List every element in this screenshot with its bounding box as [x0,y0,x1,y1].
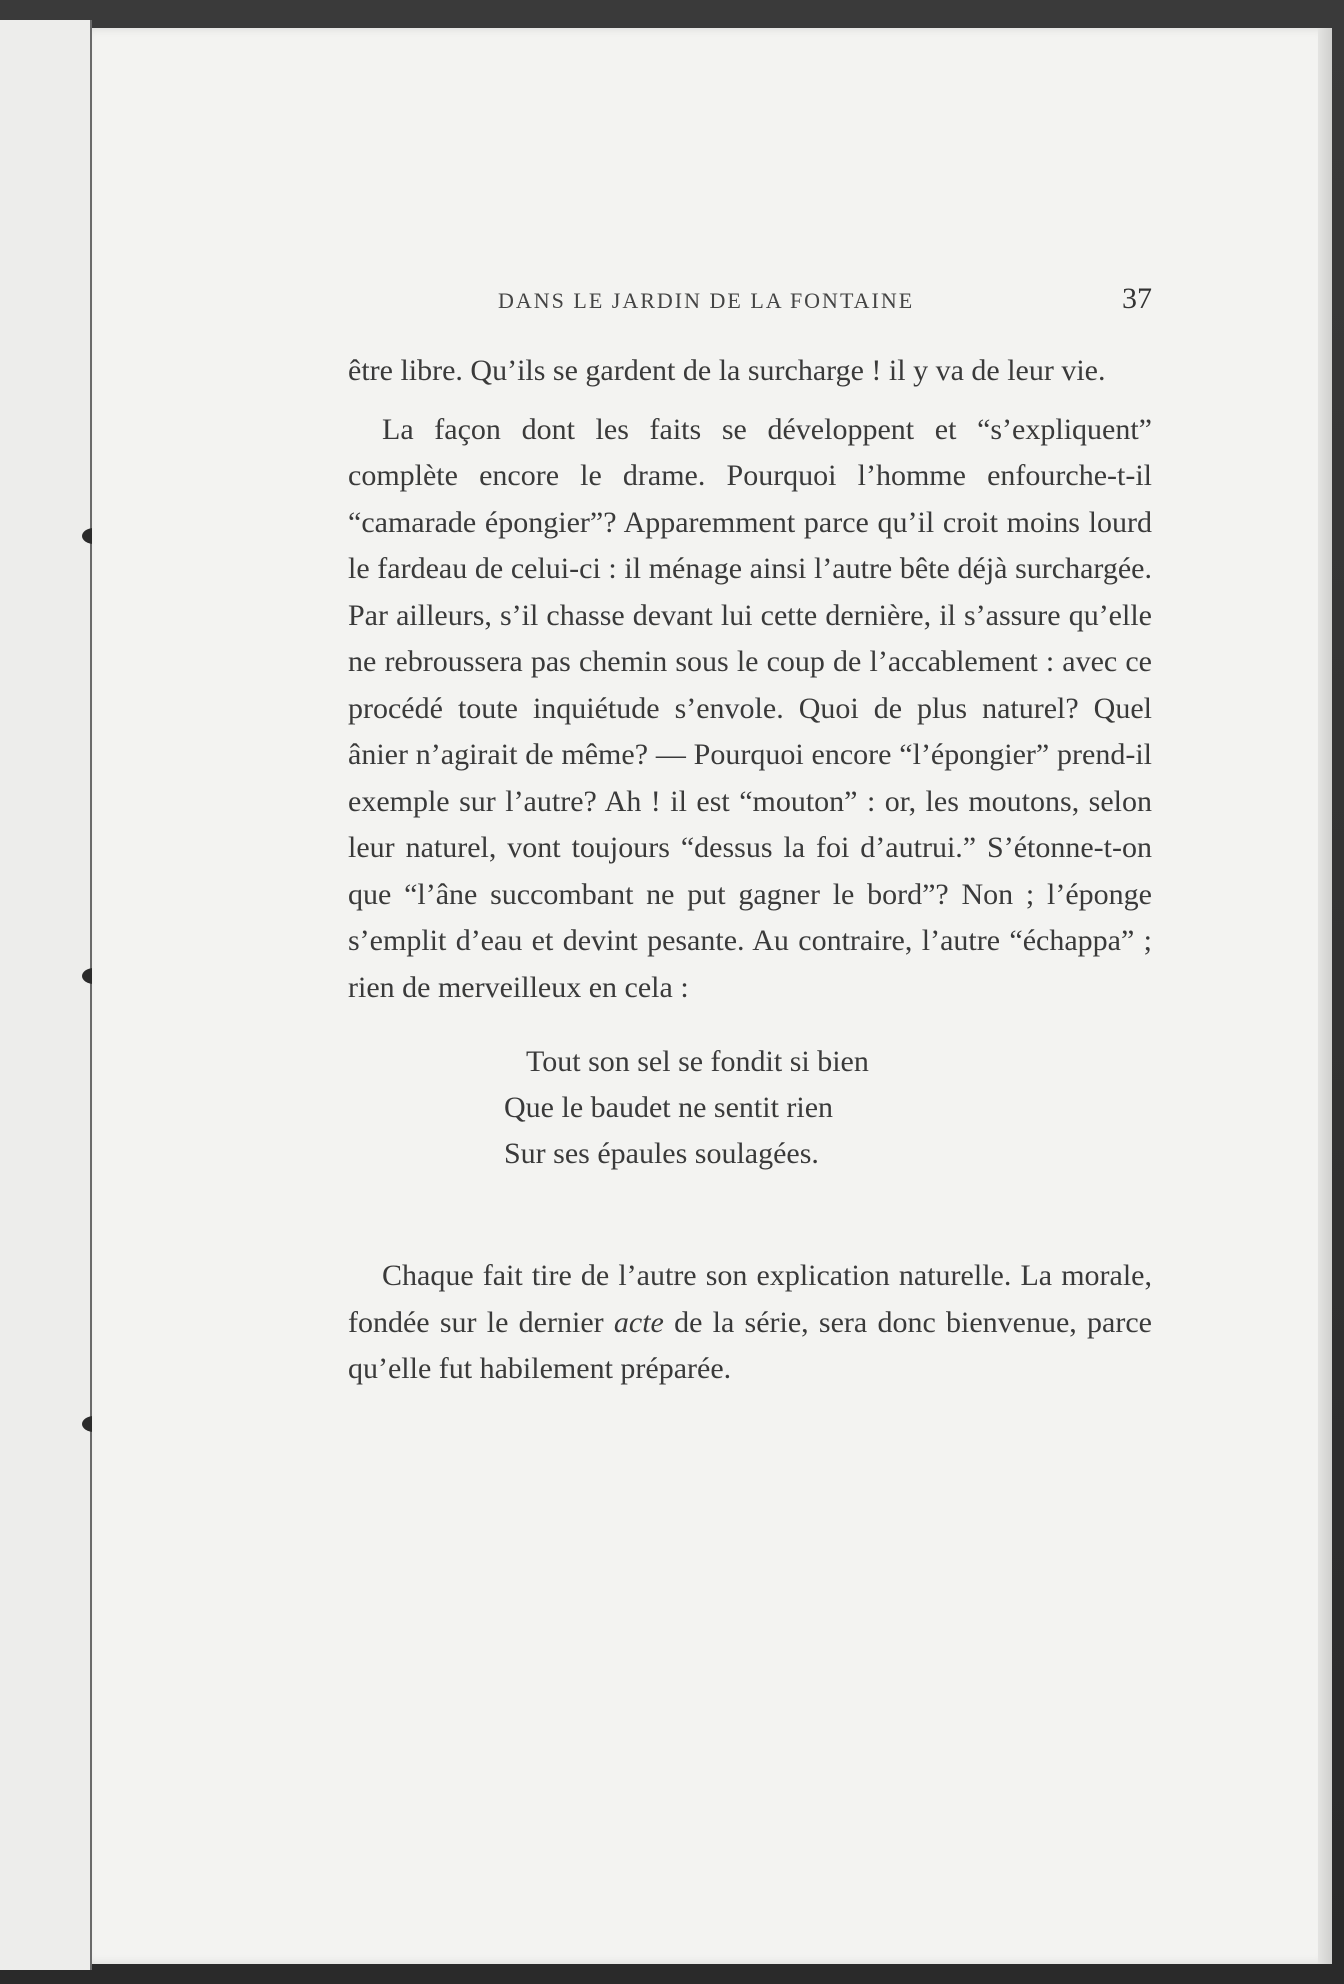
verse-line-1: Tout son sel se fondit si bien [526,1045,869,1078]
verse-line-3: Sur ses épaules soulagées. [504,1137,819,1170]
paragraph-2: La façon dont les faits se développent et “s’expliquent” complète encore le drame. Pourquoi l’homme enfourche-t-il “camarade épongier”? Apparemment parce qu’il croit moins lourd le fardeau de celui-ci : il ménage ainsi l’autre bête déjà surchargée. Par ailleurs, s’il chasse devant lui cette dernière, il s’assure qu’elle ne rebroussera pas chemin sous le coup de l’accablement : avec ce procédé toute inquiétude s’envole. Quoi de plus naturel? Quel ânier n’agirait de même? — Pourquoi encore “l’épongier” prend-il exemple sur l’autre? Ah ! il est “mouton” : or, les moutons, selon leur naturel, vont toujours “dessus la foi d’autrui.” S’étonne-t-on que “l’âne succombant ne put gagner le bord”? Non ; l’éponge s’emplit d’eau et devint pesante. Au contraire, l’autre “échappa” ; rien de merveilleux en cela : [348,412,1152,1004]
page-header [348,282,1152,322]
previous-page-edge [0,20,92,1970]
running-title: DANS LE JARDIN DE LA FONTAINE [498,288,915,313]
verse-quote [504,1039,1152,1177]
verse-line-2: Que le baudet ne sentit rien [504,1091,834,1124]
paragraph-3-part-2: de la série, sera donc bienvenue, parce qu’elle fut habilement préparée. [348,1305,1152,1385]
paragraph-3-part-1: Chaque fait tire de l’autre son explication naturelle. La morale, fondée sur le dernier [348,1259,1152,1339]
body-text [348,348,1152,1405]
page-number: 37 [1122,282,1152,315]
paragraph-1: être libre. Qu’ils se gardent de la surcharge ! il y va de leur vie. [348,354,1106,387]
book-page [92,28,1332,1964]
paragraph-3 [348,1253,1152,1393]
page-edge-shadow [1318,28,1332,1964]
paragraph-3-italic: acte [613,1305,664,1339]
